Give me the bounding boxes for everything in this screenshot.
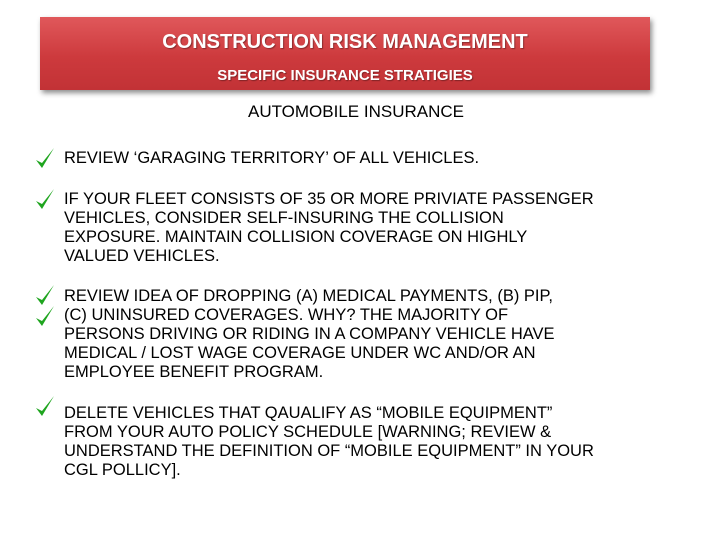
title-banner xyxy=(40,17,650,90)
section-heading: AUTOMOBILE INSURANCE xyxy=(247,102,464,121)
bullet-drop-coverages: REVIEW IDEA OF DROPPING (A) MEDICAL PAYMENTS, (B) PIP, (C) UNINSURED COVERAGES. WHY? THE MAJORITY OF PERSONS DRIVING OR RIDING IN A COMPANY VEHICLE HAVE MEDICAL / LOST WAGE COVERAGE UNDER WC AND/OR AN EMPLOYEE BENEFIT PROGRAM. xyxy=(64,287,555,381)
checkmark-icon xyxy=(34,187,56,213)
checkmark-icon xyxy=(34,394,56,420)
checkmark-icon xyxy=(34,146,56,172)
page-subtitle: SPECIFIC INSURANCE STRATIGIES xyxy=(217,67,473,84)
checkmark-icon xyxy=(34,304,56,330)
page-title: CONSTRUCTION RISK MANAGEMENT xyxy=(162,31,528,53)
bullet-self-insure-collision: IF YOUR FLEET CONSISTS OF 35 OR MORE PRIVIATE PASSENGER VEHICLES, CONSIDER SELF-INSURING THE COLLISION EXPOSURE. MAINTAIN COLLISION COVERAGE ON HIGHLY VALUED VEHICLES. xyxy=(64,190,594,265)
bullet-mobile-equipment: DELETE VEHICLES THAT QAUALIFY AS “MOBILE EQUIPMENT” FROM YOUR AUTO POLICY SCHEDULE [WARNING; REVIEW & UNDERSTAND THE DEFINITION OF “MOBILE EQUIPMENT” IN YOUR CGL POLLICY]. xyxy=(64,404,594,479)
bullet-garaging-territory: REVIEW ‘GARAGING TERRITORY’ OF ALL VEHICLES. xyxy=(64,149,480,167)
